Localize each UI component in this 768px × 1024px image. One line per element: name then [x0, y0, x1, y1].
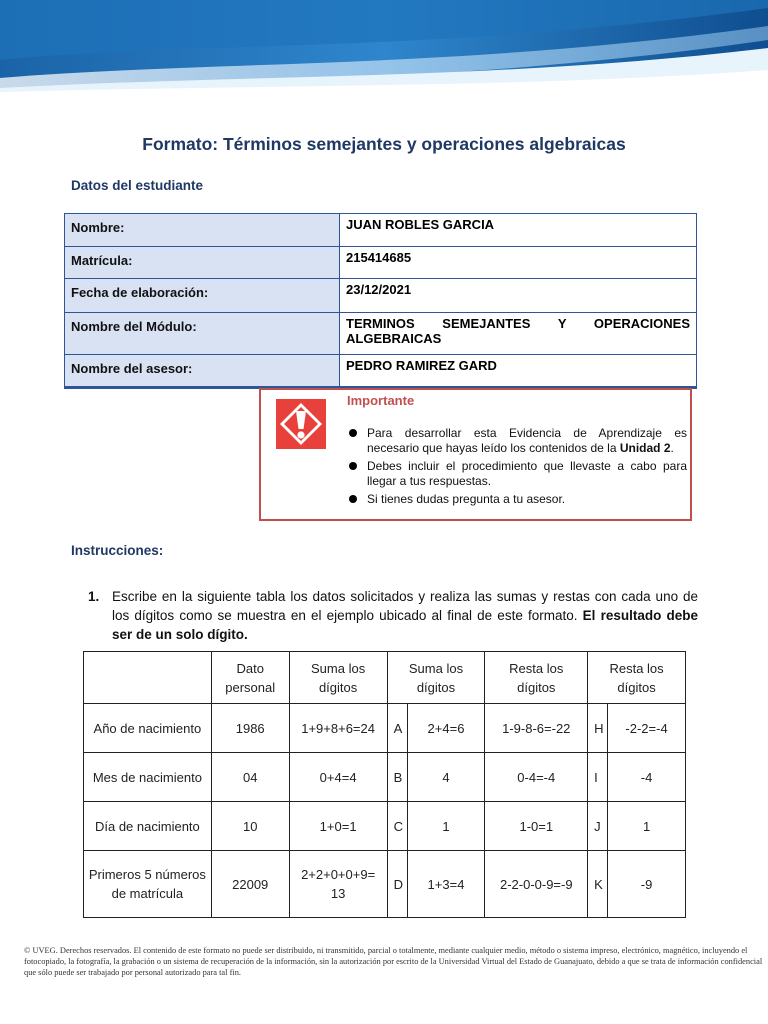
letter-cell: J — [588, 802, 608, 851]
letter-cell: A — [387, 704, 407, 753]
important-title: Importante — [347, 393, 415, 408]
table-row — [65, 247, 697, 279]
table-cell: 1+9+8+6=24 — [289, 704, 387, 753]
instructions-label: Instrucciones: — [71, 543, 164, 558]
list-item — [347, 459, 687, 489]
field-label: Fecha de elaboración: — [65, 279, 340, 313]
digits-table — [83, 651, 686, 918]
field-label: Nombre: — [65, 214, 340, 247]
copyright-footer: © UVEG. Derechos reservados. El contenido de este formato no puede ser distribuido, ni transmitido, parcial o totalmente, mediante cualquier medio, método o sistema impreso, electrónico, magnético, incluyendo el fotocopiado, la fotografía, la grabación o un sistema de recuperación de la información, sin la autorización por escrito de la Universidad Virtual del Estado de Guanajuato, debido a que se trata de información confidencial que sólo puede ser trabajado por personal autorizado para tal fin. — [24, 946, 763, 977]
table-cell: 2+4=6 — [407, 704, 485, 753]
field-label: Matrícula: — [65, 247, 340, 279]
table-cell: 1+0=1 — [289, 802, 387, 851]
table-cell: 1+3=4 — [407, 851, 485, 918]
important-item-bold: Unidad 2 — [619, 441, 671, 455]
important-item-text: Si tienes dudas pregunta a tu asesor. — [367, 492, 566, 506]
instruction-bold: El resultado debe ser de un solo dígito. — [112, 608, 698, 642]
table-row — [84, 704, 686, 753]
row-label: Día de nacimiento — [84, 802, 212, 851]
student-id-value: 215414685 — [340, 247, 697, 279]
list-item — [347, 492, 687, 507]
table-row — [84, 851, 686, 918]
list-item — [347, 426, 687, 456]
table-row — [65, 355, 697, 388]
bullet-icon — [349, 462, 357, 470]
bullet-icon — [349, 429, 357, 437]
row-label: Mes de nacimiento — [84, 753, 212, 802]
header-cell: Resta los dígitos — [485, 652, 588, 704]
field-label: Nombre del Módulo: — [65, 313, 340, 355]
letter-cell: H — [588, 704, 608, 753]
student-data-table — [64, 213, 697, 389]
important-list — [347, 426, 687, 510]
advisor-value: PEDRO RAMIREZ GARD — [340, 355, 697, 388]
table-cell: 1-9-8-6=-22 — [485, 704, 588, 753]
table-row — [84, 802, 686, 851]
bullet-icon — [349, 495, 357, 503]
table-cell: 0+4=4 — [289, 753, 387, 802]
letter-cell: I — [588, 753, 608, 802]
instruction-body: Escribe en la siguiente tabla los datos solicitados y realiza las sumas y restas con cada uno de los dígitos como se muestra en el ejemplo ubicado al final de este formato. — [112, 589, 698, 623]
student-name-value: JUAN ROBLES GARCIA — [340, 214, 697, 247]
table-cell: -4 — [608, 753, 686, 802]
important-item-text: Debes incluir el procedimiento que llevaste a cabo para llegar a tus respuestas. — [367, 459, 687, 488]
table-row — [65, 279, 697, 313]
table-row — [65, 313, 697, 355]
page-title: Formato: Términos semejantes y operaciones algebraicas — [142, 134, 626, 154]
table-cell: 2-2-0-0-9=-9 — [485, 851, 588, 918]
table-cell: 4 — [407, 753, 485, 802]
row-label: Primeros 5 números de matrícula — [84, 851, 212, 918]
table-cell: 22009 — [211, 851, 289, 918]
header-banner — [0, 0, 768, 96]
field-label: Nombre del asesor: — [65, 355, 340, 388]
header-cell: Resta los dígitos — [588, 652, 686, 704]
letter-cell: C — [387, 802, 407, 851]
table-cell: 1 — [407, 802, 485, 851]
letter-cell: D — [387, 851, 407, 918]
table-cell: 2+2+0+0+9= 13 — [289, 851, 387, 918]
student-section-label: Datos del estudiante — [71, 178, 204, 193]
table-cell: 0-4=-4 — [485, 753, 588, 802]
letter-cell: K — [588, 851, 608, 918]
table-cell: 1-0=1 — [485, 802, 588, 851]
important-notice-box — [259, 388, 692, 521]
important-item-text: Para desarrollar esta Evidencia de Aprendizaje es necesario que hayas leído los contenidos de la — [367, 426, 687, 455]
header-cell: Suma los dígitos — [387, 652, 485, 704]
table-cell: 1 — [608, 802, 686, 851]
table-cell: -9 — [608, 851, 686, 918]
table-header-row — [84, 652, 686, 704]
important-item-text: . — [670, 441, 674, 455]
table-row — [84, 753, 686, 802]
header-cell — [84, 652, 212, 704]
table-cell: 10 — [211, 802, 289, 851]
module-name-value: TERMINOS SEMEJANTES Y OPERACIONES ALGEBRAICAS — [340, 313, 697, 355]
header-cell: Suma los dígitos — [289, 652, 387, 704]
table-row — [65, 214, 697, 247]
table-cell: 04 — [211, 753, 289, 802]
date-value: 23/12/2021 — [340, 279, 697, 313]
instruction-text — [112, 587, 698, 644]
header-cell: Dato personal — [211, 652, 289, 704]
letter-cell: B — [387, 753, 407, 802]
table-cell: 1986 — [211, 704, 289, 753]
table-cell: -2-2=-4 — [608, 704, 686, 753]
warning-octagon-icon — [276, 399, 326, 449]
row-label: Año de nacimiento — [84, 704, 212, 753]
instruction-number: 1. — [88, 589, 100, 604]
